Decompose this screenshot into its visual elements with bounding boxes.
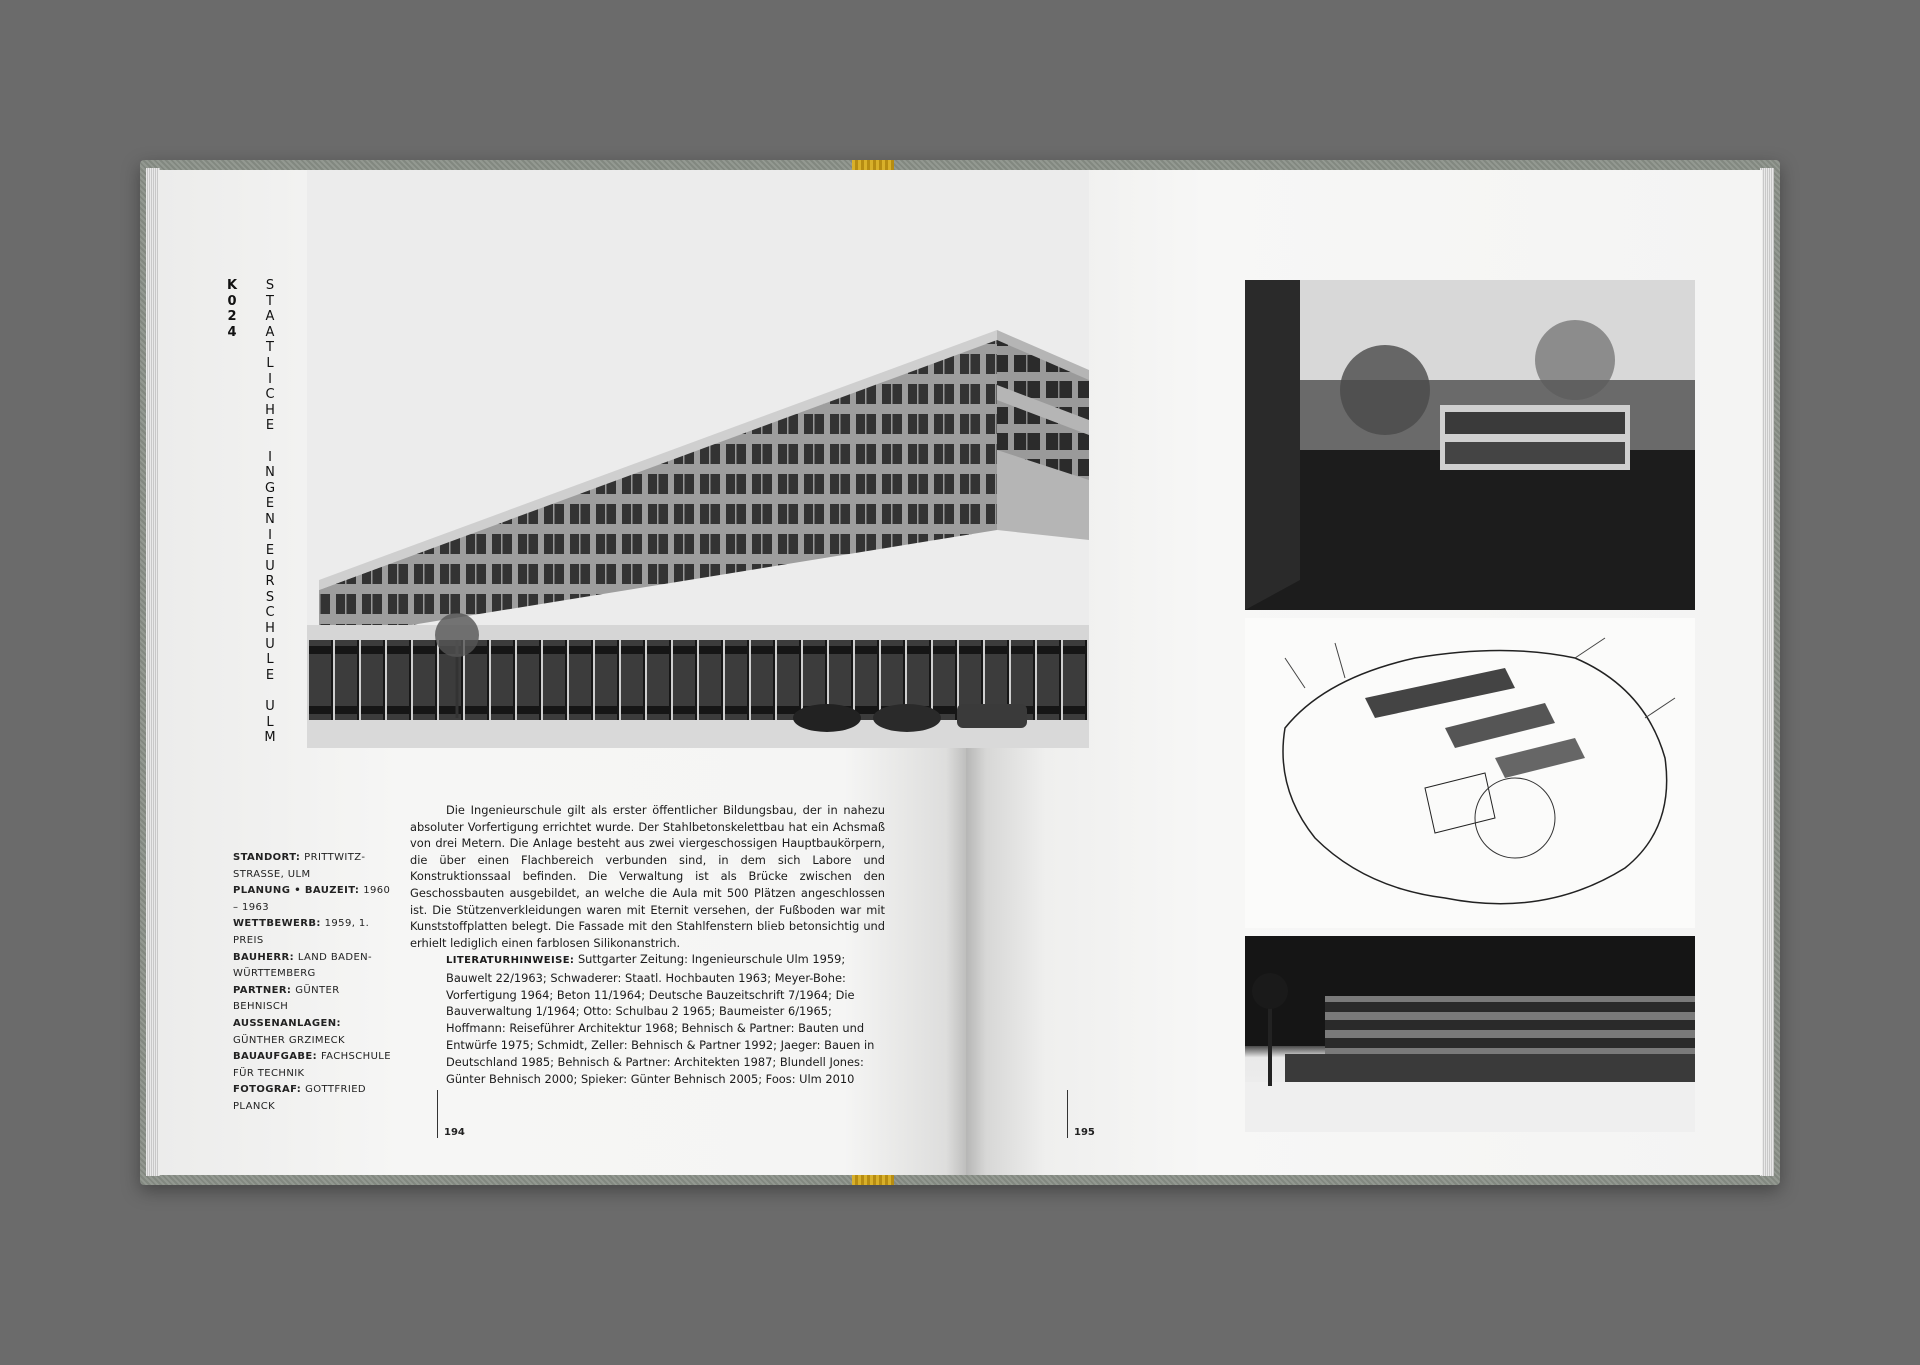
bookmark-ribbon-bottom [852,1175,894,1185]
photo-courtyard [1245,280,1695,610]
fact-value: LAND BADEN-WÜRTTEMBERG [233,951,373,980]
fact-label: PARTNER: [233,984,296,996]
fact-row [233,1049,393,1082]
fact-row [233,950,393,983]
fact-value: FACHSCHULE FÜR TECHNIK [233,1051,391,1079]
bookmark-ribbon-top [852,160,894,170]
fact-label: BAUAUFGABE: [233,1051,321,1063]
project-title: S T A A T L I C H E I N G E N I E U R S C H U L E U L M [264,278,276,746]
fact-value: 1960 – 1963 [233,885,391,913]
references [446,951,886,1087]
fact-row [233,983,393,1016]
fact-value: 1959, 1. PREIS [233,918,370,946]
main-photo-building [307,170,1089,748]
references-text: Suttgarter Zeitung: Ingenieurschule Ulm 1959; Bauwelt 22/1963; Schwaderer: Staatl. Hochbauten 1963; Meyer-Bohe: Vorfertigung 1964; Beton 11/1964; Deutsche Bauzeitschrift 7/1964; Die Bauverwaltung 1/1964; Otto: Schulbau 2 1965; Baumeister 6/1965; Hoffmann: Reiseführer Architektur 1968; Behnisch & Partner: Bauten und Entwürfe 1975; Schmidt, Zeller: Behnisch & Partner 1992; Jaeger: Bauen in Deutschland 1985; Behnisch & Partner: Architekten 1987; Blundell Jones: Günter Behnisch 2000; Spieker: Günter Behnisch 2005; Foos: Ulm 2010 [446,952,875,1086]
project-code: K 0 2 4 [226,278,238,340]
fact-label: BAUHERR: [233,951,298,963]
fact-value: GÜNTER BEHNISCH [233,984,340,1013]
fact-value: GOTTFRIED PLANCK [233,1084,367,1112]
fact-sheet [233,850,393,1116]
page-number-left: 194 [437,1090,444,1138]
references-label: LITERATURHINWEISE: [446,955,575,966]
fact-label: STANDORT: [233,852,305,863]
body-paragraph: Die Ingenieurschule gilt als erster öffentlicher Bildungsbau, der in nahezu absoluter Vorfertigung errichtet wurde. Der Stahlbetonskelettbau hat ein Achsmaß von drei Metern. Die Anlage besteht aus zwei viergeschossigen Hauptbaukörpern, die über einen Flachbereich verbunden sind, in dem sich Labore und Konstruktionssaal befinden. Die Verwaltung ist als Brücke zwischen den Geschossbauten ausgebildet, an welche die Aula mit 500 Plätzen angeschlossen ist. Die Stützenverkleidungen waren mit Eternit versehen, der Fußboden war mit Kunststoffplatten belegt. Die Fassade mit den Stahlfenstern blieb betonsichtig und erhielt lediglich einen farblosen Silikonanstrich. [410,803,885,950]
page-edges-right [1760,168,1774,1176]
site-plan-drawing [1245,618,1695,928]
fact-row [233,1082,393,1115]
fact-value: GÜNTHER GRZIMECK [233,1034,346,1046]
fact-label: AUSSENANLAGEN: [233,1017,341,1029]
fact-label: WETTBEWERB: [233,918,325,930]
page-number-right: 195 [1067,1090,1074,1138]
fact-row [233,1016,393,1049]
fact-label: PLANUNG • BAUZEIT: [233,885,364,897]
fact-row [233,883,393,916]
fact-label: FOTOGRAF: [233,1084,306,1096]
fact-value: PRITTWITZ-STRASSE, ULM [233,852,366,880]
fact-row [233,850,393,883]
photo-winter-facade [1245,936,1695,1132]
body-text [410,802,885,951]
fact-row [233,916,393,949]
